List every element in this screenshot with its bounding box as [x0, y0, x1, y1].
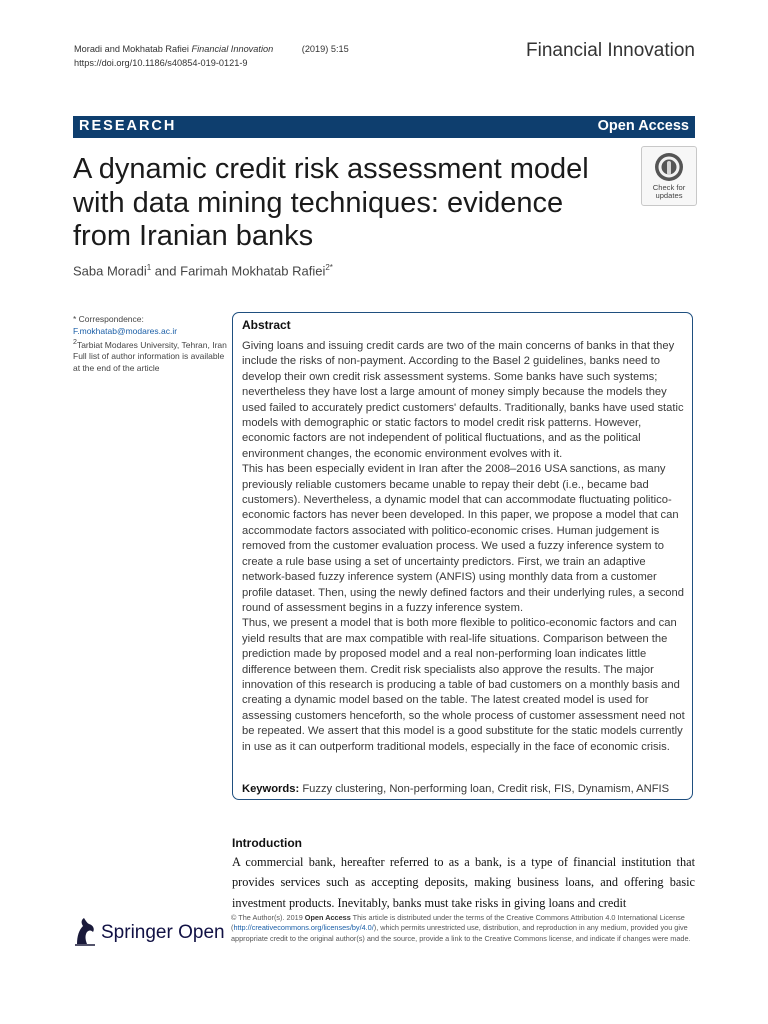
article-title: A dynamic credit risk assessment model with data mining techniques: evidence from Iranian banks	[73, 153, 589, 252]
affiliation-sup: 2	[73, 338, 77, 346]
keywords-list: Fuzzy clustering, Non-performing loan, Credit risk, FIS, Dynamism, ANFIS	[302, 783, 670, 795]
author-info-note: Full list of author information is available at the end of the article	[73, 351, 225, 373]
springer-open-logo	[73, 916, 225, 950]
check-updates-line1: Check for	[652, 183, 686, 192]
affiliation-text: Tarbiat Modares University, Tehran, Iran	[76, 339, 227, 350]
author-name[interactable]: Saba Moradi	[73, 263, 147, 279]
abstract-paragraph: This has been especially evident in Iran after the 2008–2016 USA sanctions, as many previously reliable customers became unable to repay their debt (i.e., became bad customers). Nevertheless, a dynamic model that can accommodate fluctuating politico-economic factors has never been developed. In this paper, we propose a model that can accommodate factors associated with politico-economic crises. Human judgement is removed from the customer evaluation process. We used a fuzzy inference system to create a rule base using a set of uncertainty predictors. First, we train an adaptive network-based fuzzy inference system (ANFIS) using monthly data from a customer profile dataset. Then, using the newly defined factors and their underlying rules, a second round of assessment begins in a fuzzy inference system.	[242, 463, 684, 614]
abstract-heading: Abstract	[242, 318, 291, 332]
copyright: © The Author(s). 2019	[231, 913, 303, 922]
introduction-text: A commercial bank, hereafter referred to as a bank, is a type of financial institution that provides services such as accepting deposits, making business loans, and offering basic investment products. Inevitably, banks must take risks in giving loans and credit	[232, 855, 695, 910]
header-authors: Moradi and Mokhatab Rafiei	[74, 44, 189, 54]
abstract-paragraph: Giving loans and issuing credit cards are two of the main concerns of banks in that they include the risks of non-payment. According to the Basel 2 guidelines, banks need to develop their own credit risk assessment systems. Some banks have such systems; nevertheless they have lost a large amount of money simply because the models they used failed to accurately predict customers' defaults. Traditionally, banks have used static models with demographic or static factors to model credit risk patterns. However, economic factors are not independent of political fluctuations, and as the political environment changes, the economic environment evolves with it.	[242, 340, 684, 460]
keywords	[242, 783, 669, 795]
check-for-updates-button[interactable]	[641, 146, 697, 206]
check-updates-line2: updates	[655, 191, 683, 200]
license-open-access: Open Access	[304, 913, 351, 922]
affiliation	[73, 337, 231, 351]
doi-link[interactable]: https://doi.org/10.1186/s40854-019-0121-9	[74, 58, 248, 68]
introduction-heading: Introduction	[232, 836, 302, 850]
check-updates-icon	[654, 152, 684, 182]
correspondence-block	[73, 314, 231, 374]
abstract-body	[242, 339, 690, 755]
journal-name: Financial Innovation	[526, 40, 695, 61]
abstract-box	[232, 312, 693, 800]
abstract-paragraph: Thus, we present a model that is both more flexible to politico-economic factors and can yield results that are max compatible with real-life situations. Comparison between the prediction made by proposed model and a real non-performing loan indicates little difference between them. Credit risk specialists also approve the results. The major innovation of this research is producing a table of bad customers on a monthly basis and creating a dynamic model based on the table. The latest created model is used for assessing customers henceforth, so the whole process of customer assessment need not be repeated. We assert that this model is a good substitute for the static models currently in use as it can outperform traditional models, especially in the face of economic crisis.	[242, 617, 685, 753]
author-affiliation-sup: 2*	[325, 263, 333, 272]
article-type-label: RESEARCH	[79, 118, 177, 134]
author-affiliation-sup: 1	[146, 263, 152, 272]
license-link[interactable]: http://creativecommons.org/licenses/by/4.0/	[233, 923, 374, 933]
author-connector: and	[154, 263, 177, 279]
springer-horse-icon	[73, 916, 97, 946]
author-name[interactable]: Farimah Mokhatab Rafiei	[180, 263, 326, 279]
license-text-before: This article is distributed under the terms of the Creative Commons Attribution 4.0 International License (	[231, 913, 685, 933]
correspondence-email-link[interactable]: F.mokhatab@modares.ac.ir	[73, 325, 178, 336]
open-access-label: Open Access	[597, 118, 689, 134]
header-year-issue: (2019) 5:15	[301, 44, 349, 54]
keywords-label: Keywords:	[242, 783, 300, 795]
correspondence-label: * Correspondence:	[73, 314, 144, 324]
article-type-banner	[73, 116, 695, 138]
author-list	[73, 263, 333, 278]
header-journal: Financial Innovation	[191, 44, 274, 54]
license-text-after: ), which permits unrestricted use, distribution, and reproduction in any medium, provided you give appropriate credit to the original author(s) and the source, provide a link to the Creative Commons license, and indicate if changes were made.	[231, 923, 691, 943]
license-text	[231, 913, 696, 944]
publisher-name: Springer Open	[101, 922, 225, 943]
